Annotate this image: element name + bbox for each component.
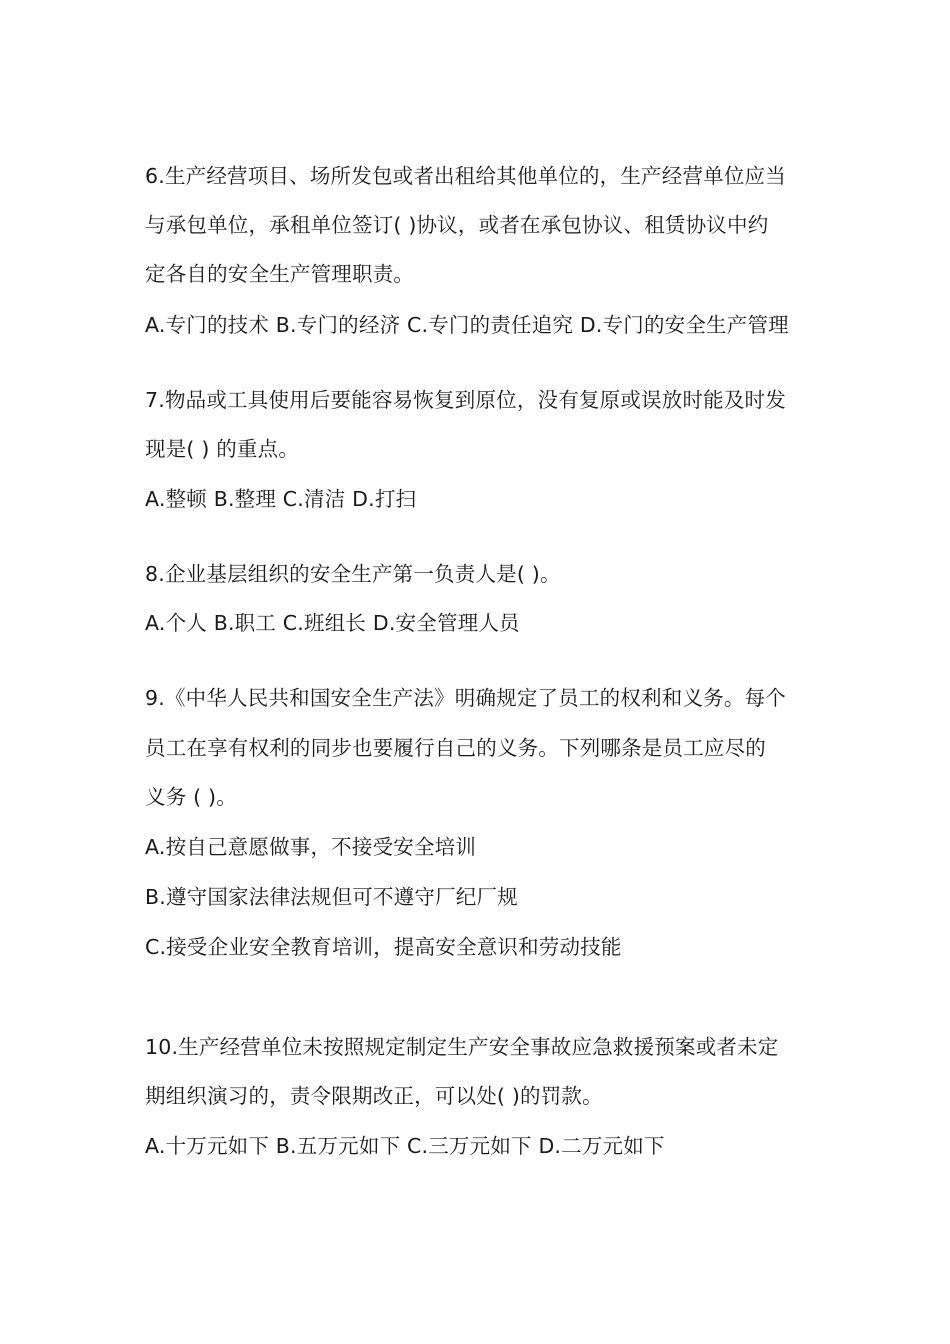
question-7-line-2: 现是( ) 的重点。 — [145, 437, 300, 461]
question-8-options: A.个人 B.职工 C.班组长 D.安全管理人员 — [145, 611, 520, 635]
question-10-options: A.十万元如下 B.五万元如下 C.三万元如下 D.二万元如下 — [145, 1134, 665, 1158]
question-9-line-2: 员工在享有权利的同步也要履行自己的义务。下列哪条是员工应尽的 — [145, 736, 766, 760]
question-6-line-1: 6.生产经营项目、场所发包或者出租给其他单位的，生产经营单位应当 — [145, 164, 786, 188]
question-10-line-1: 10.生产经营单位未按照规定制定生产安全事故应急救援预案或者未定 — [145, 1035, 779, 1059]
question-9-option-c: C.接受企业安全教育培训，提高安全意识和劳动技能 — [145, 935, 622, 959]
question-9-line-1: 9.《中华人民共和国安全生产法》明确规定了员工的权利和义务。每个 — [145, 686, 786, 710]
question-6-line-3: 定各自的安全生产管理职责。 — [145, 262, 415, 286]
question-9-line-3: 义务 ( )。 — [145, 785, 237, 809]
question-10-line-2: 期组织演习的，责令限期改正，可以处( )的罚款。 — [145, 1084, 603, 1108]
question-8-line-1: 8.企业基层组织的安全生产第一负责人是( )。 — [145, 562, 561, 586]
question-6-options: A.专门的技术 B.专门的经济 C.专门的责任追究 D.专门的安全生产管理 — [145, 313, 789, 337]
question-7-line-1: 7.物品或工具使用后要能容易恢复到原位，没有复原或误放时能及时发 — [145, 388, 786, 412]
question-9-option-b: B.遵守国家法律法规但可不遵守厂纪厂规 — [145, 885, 518, 909]
question-6-line-2: 与承包单位，承租单位签订( )协议，或者在承包协议、租赁协议中约 — [145, 213, 769, 237]
question-9-option-a: A.按自己意愿做事，不接受安全培训 — [145, 835, 477, 859]
question-7-options: A.整顿 B.整理 C.清洁 D.打扫 — [145, 487, 417, 511]
